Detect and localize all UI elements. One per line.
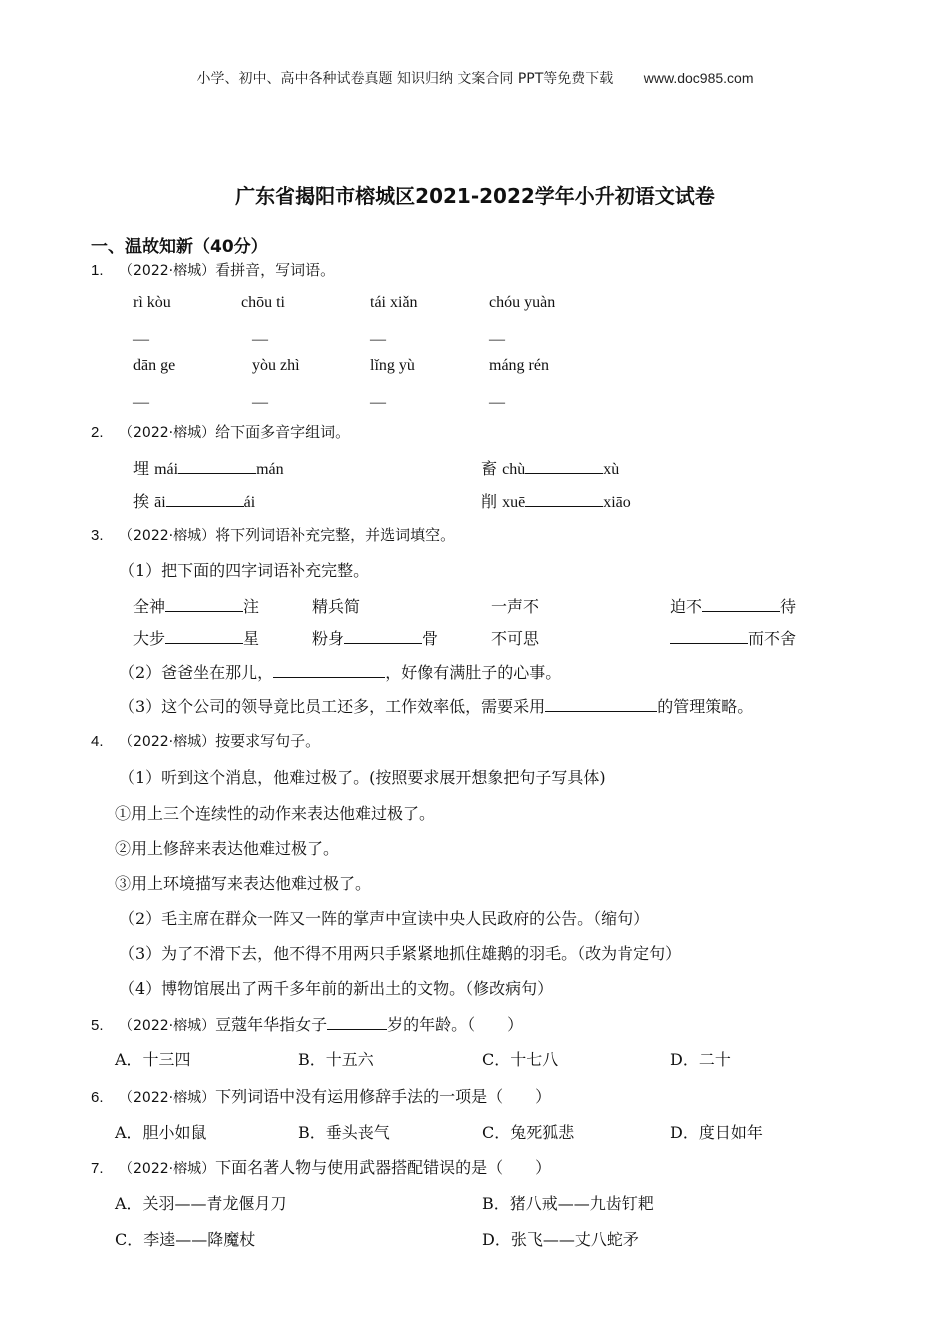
question-stem: 下列词语中没有运用修辞手法的一项是（ ） (215, 1087, 552, 1106)
question-5: 5. （2022·榕城）豆蔻年华指女子 岁的年龄。（ ） (91, 1015, 524, 1034)
question-4 (91, 730, 320, 751)
option-a[interactable]: A．关羽——青龙偃月刀 (115, 1194, 287, 1213)
pinyin-item: chōu ti (241, 294, 285, 311)
pinyin-item: yòu zhì (252, 357, 300, 374)
question-stem: 下面名著人物与使用武器搭配错误的是（ ） (215, 1158, 552, 1177)
answer-blank[interactable]: — (252, 331, 268, 348)
answer-blank[interactable]: — (252, 394, 268, 411)
idiom-item: 精兵简 (312, 597, 361, 616)
option-d[interactable]: D．度日如年 (670, 1123, 763, 1142)
answer-blank[interactable] (525, 459, 603, 474)
answer-blank[interactable] (273, 663, 385, 678)
question-number: 5. (91, 1017, 104, 1034)
page-header (0, 68, 950, 88)
question-stem: 将下列词语补充完整，并选词填空。 (215, 526, 456, 544)
idiom-item: 全神 注 (133, 597, 260, 616)
question-number: 6. (91, 1089, 104, 1106)
answer-blank[interactable]: — (489, 331, 505, 348)
question-number: 2. (91, 424, 104, 441)
question-2 (91, 421, 350, 442)
question-stem: 给下面多音字组词。 (215, 423, 351, 441)
answer-blank[interactable] (525, 492, 603, 507)
section-heading: 一、温故知新（40分） (91, 237, 268, 257)
idiom-item: 粉身 骨 (312, 629, 439, 648)
question-source: （2022·榕城） (119, 263, 216, 279)
pinyin-item: máng rén (489, 357, 549, 374)
pinyin-item: chóu yuàn (489, 294, 556, 311)
idiom-item: 大步 星 (133, 629, 260, 648)
sub-question: ①用上三个连续性的动作来表达他难过极了。 (115, 804, 436, 823)
question-stem: 看拼音，写词语。 (215, 261, 336, 279)
answer-blank[interactable]: — (370, 394, 386, 411)
question-1 (91, 259, 335, 280)
sub-question: （1）把下面的四字词语补充完整。 (119, 561, 370, 580)
idiom-item: 一声不 (491, 597, 540, 616)
question-source: （2022·榕城） (119, 528, 216, 544)
idiom-item: 而不舍 (670, 626, 796, 649)
question-source: （2022·榕城） (119, 1090, 216, 1106)
page-title: 广东省揭阳市榕城区2021-2022学年小升初语文试卷 (235, 184, 715, 208)
option-d[interactable]: D．张飞——丈八蛇矛 (482, 1230, 639, 1249)
answer-blank[interactable] (670, 629, 748, 644)
answer-blank[interactable] (545, 697, 657, 712)
question-7 (91, 1155, 551, 1178)
polyphone-item: 埋 mái mán (133, 459, 284, 478)
answer-blank[interactable]: — (133, 394, 149, 411)
question-3 (91, 524, 455, 545)
sub-question: （3）为了不滑下去，他不得不用两只手紧紧地抓住雄鹅的羽毛。（改为肯定句） (119, 944, 682, 963)
header-text: 小学、初中、高中各种试卷真题 知识归纳 文案合同 PPT等免费下载 (196, 71, 614, 87)
question-number: 4. (91, 733, 104, 750)
sub-question: （1）听到这个消息，他难过极了。(按照要求展开想象把句子写具体) (119, 768, 606, 787)
option-c[interactable]: C．李逵——降魔杖 (115, 1230, 256, 1249)
answer-blank[interactable] (702, 597, 780, 612)
option-b[interactable]: B．十五六 (298, 1050, 374, 1069)
answer-blank[interactable] (165, 597, 243, 612)
question-source: （2022·榕城） (119, 425, 216, 441)
question-6 (91, 1084, 551, 1107)
polyphone-item: 畜 chù xù (481, 459, 620, 478)
idiom-item: 不可思 (491, 629, 540, 648)
answer-blank[interactable] (165, 629, 243, 644)
question-stem: 按要求写句子。 (215, 732, 321, 750)
answer-blank[interactable]: — (489, 394, 505, 411)
question-number: 3. (91, 527, 104, 544)
answer-blank[interactable] (178, 459, 256, 474)
pinyin-item: lǐng yù (370, 357, 415, 374)
question-source: （2022·榕城） (119, 734, 216, 750)
sub-question: （2）毛主席在群众一阵又一阵的掌声中宣读中央人民政府的公告。（缩句） (119, 909, 650, 928)
option-b[interactable]: B．猪八戒——九齿钉耙 (482, 1194, 654, 1213)
answer-blank[interactable]: — (370, 331, 386, 348)
answer-blank[interactable] (344, 629, 422, 644)
pinyin-item: dān ge (133, 357, 176, 374)
polyphone-item: 挨 āi ái (133, 492, 256, 511)
sub-question: ③用上环境描写来表达他难过极了。 (115, 874, 372, 893)
answer-blank[interactable] (327, 1015, 387, 1030)
pinyin-item: tái xiǎn (370, 294, 418, 311)
sub-question: （4）博物馆展出了两千多年前的新出土的文物。（修改病句） (119, 979, 554, 998)
sub-question: （3）这个公司的领导竟比员工还多，工作效率低，需要采用 的管理策略。 (119, 697, 754, 716)
option-c[interactable]: C．兔死狐悲 (482, 1123, 575, 1142)
idiom-item: 迫不 待 (670, 597, 797, 616)
question-source: （2022·榕城） (119, 1018, 216, 1034)
header-url[interactable]: www.doc985.com (643, 70, 754, 86)
answer-blank[interactable]: — (133, 331, 149, 348)
option-b[interactable]: B．垂头丧气 (298, 1123, 390, 1142)
sub-question: （2）爸爸坐在那儿， ，好像有满肚子的心事。 (119, 663, 562, 682)
question-number: 1. (91, 262, 104, 279)
sub-question: ②用上修辞来表达他难过极了。 (115, 839, 340, 858)
option-a[interactable]: A．胆小如鼠 (115, 1123, 207, 1142)
option-a[interactable]: A．十三四 (115, 1050, 191, 1069)
question-number: 7. (91, 1160, 104, 1177)
polyphone-item: 削 xuē xiāo (481, 492, 631, 511)
answer-blank[interactable] (166, 492, 244, 507)
pinyin-item: rì kòu (133, 294, 171, 311)
option-d[interactable]: D．二十 (670, 1050, 731, 1069)
option-c[interactable]: C．十七八 (482, 1050, 559, 1069)
question-source: （2022·榕城） (119, 1161, 216, 1177)
